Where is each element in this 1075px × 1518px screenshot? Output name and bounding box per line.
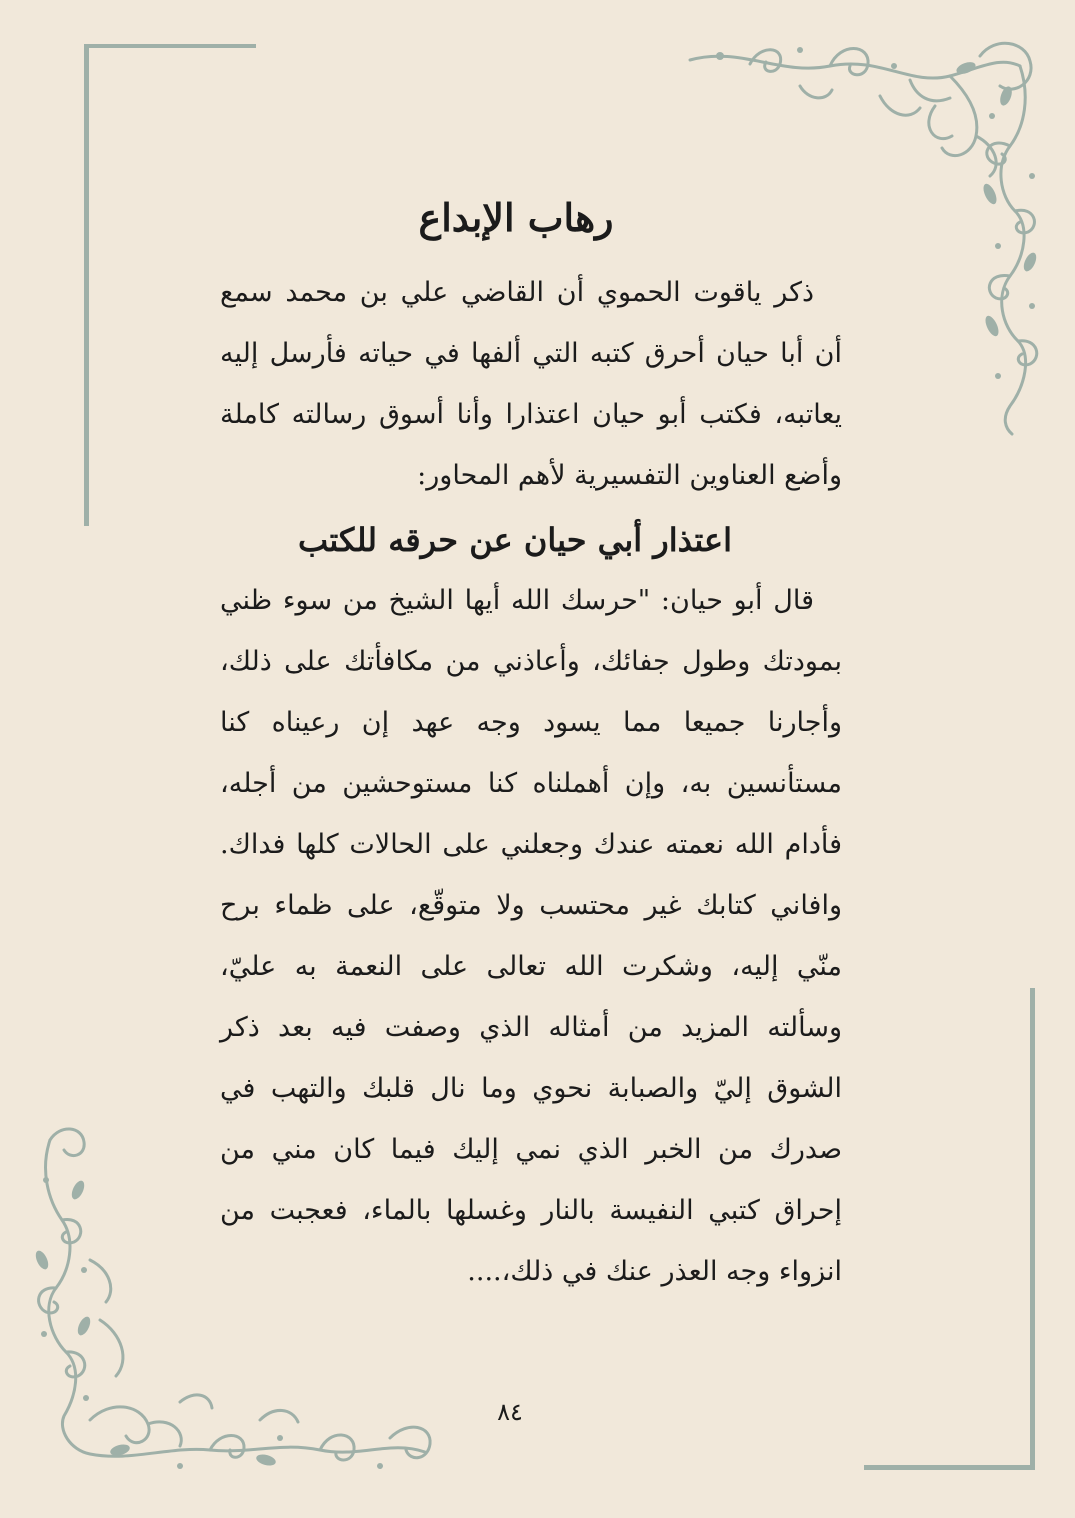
page-number: ٨٤ [497, 1398, 523, 1426]
frame-bottom-right-vertical [1030, 988, 1035, 1470]
body-paragraph: قال أبو حيان: "حرسك الله أيها الشيخ من سوء ظني بمودتك وطول جفائك، وأعاذني من مكافأتك على ذلك، وأجارنا جميعا مما يسود وجه عهد إن رعيناه كنا مستأنسين به، وإن أهملناه كنا مستوحشين من أجله، فأدام الله نعمته عندك وجعلني على الحالات كلها فداك. وافاني كتابك غير محتسب ولا متوقّع، على ظماء برح منّي إليه، وشكرت الله تعالى على النعمة به عليّ، وسألته المزيد من أمثاله الذي وصفت فيه بعد ذكر الشوق إليّ والصبابة نحوي وما نال قلبك والتهب في صدرك من الخبر الذي نمي إليك فيما كان مني من إحراق كتبي النفيسة بالنار وغسلها بالماء، فعجبت من انزواء وجه العذر عنك في ذلك،.... [220, 585, 842, 1287]
intro-paragraph: ذكر ياقوت الحموي أن القاضي علي بن محمد سمع أن أبا حيان أحرق كتبه التي ألفها في حياته فأرسل إليه يعاتبه، فكتب أبو حيان اعتذارا وأنا أسوق رسالته كاملة وأضع العناوين التفسيرية لأهم المحاور: [220, 277, 842, 491]
body-paragraph-block [220, 570, 842, 1302]
frame-top-left-horizontal [84, 44, 256, 48]
intro-paragraph-block [220, 262, 842, 506]
page-title: رهاب الإبداع [418, 195, 614, 240]
section-heading: اعتذار أبي حيان عن حرقه للكتب [297, 521, 733, 559]
frame-top-left-vertical [84, 44, 89, 526]
frame-bottom-right-horizontal [864, 1465, 1035, 1470]
